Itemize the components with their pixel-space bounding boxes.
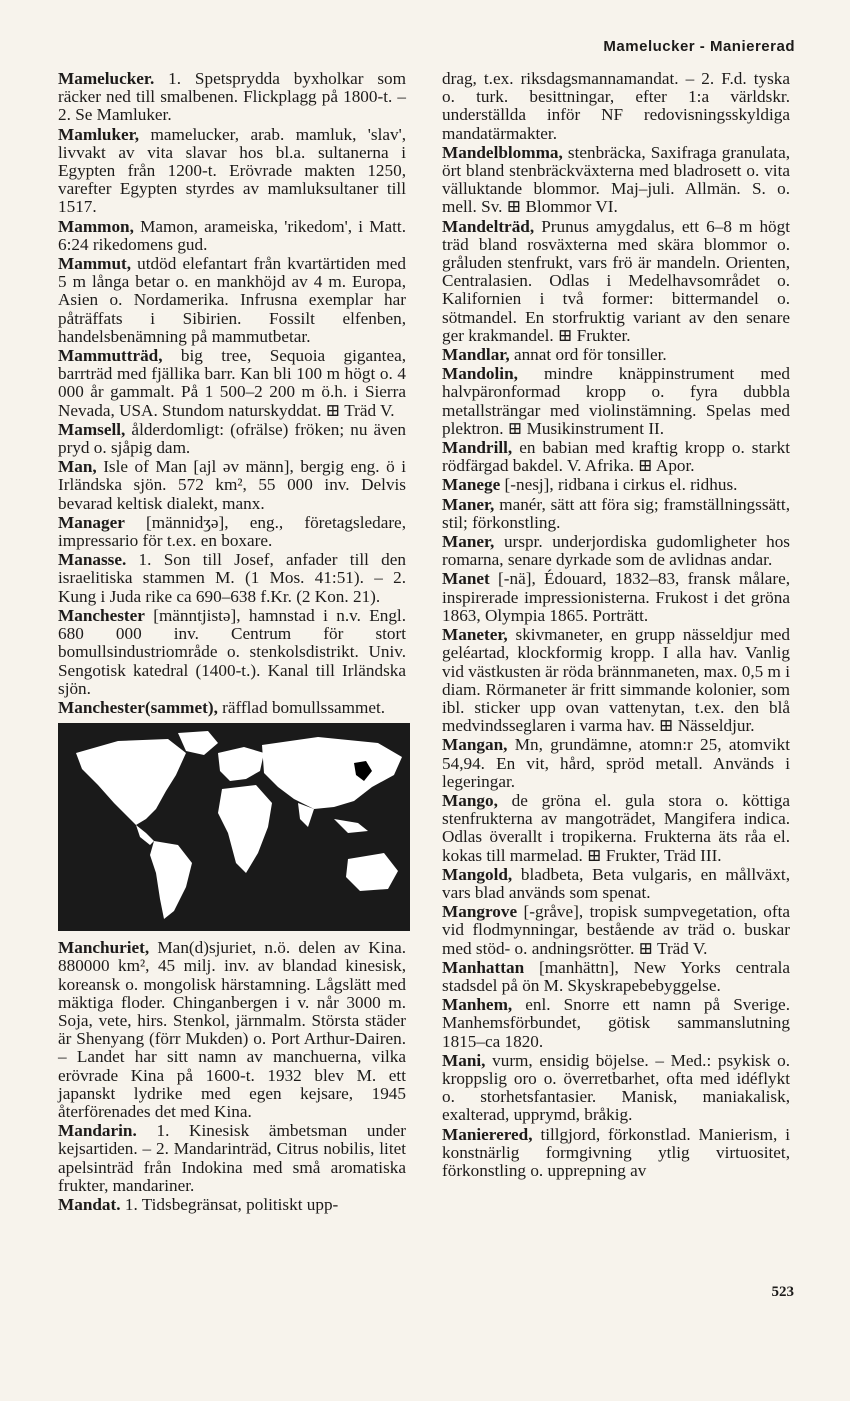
entry-mammuttrad: Mammutträd, big tree, Sequoia gigantea, barrträd med fjällika barr. Kan bli 100 m högt o. 4 000 år gammalt. På 1 500–2 200 m ö.h. i Sierra Nevada, USA. Stundom naturskyddat. ⊞ Träd V. xyxy=(58,346,406,420)
entry-manchuriet: Manchuriet, Man(d)sjuriet, n.ö. delen av Kina. 880000 km², 45 milj. inv. av blandad kinesisk, koreansk o. mongolisk härstamning. Lågslätt med mäktiga floder. Chinganbergen i v. når 3000 m. Soja, vete, hirs. Stenkol, järnmalm. Största städer är Shenyang (förr Mukden) o. Port Arthur-Dairen. – Landet har sitt namn av manchuerna, vilka erövrade Kina på 1600-t. 1932 blev M. ett japanskt lydrike med egen kejsare, 1945 återförenades det med Kina. xyxy=(58,938,406,1121)
entry-mandeltrad: Mandelträd, Prunus amygdalus, ett 6–8 m högt träd bland rosväxterna med skära blommor o. gråluden stenfrukt, vars frö är mandeln. Orienten, Centralasien. Odlas i Medelhavsområdet o. Kalifornien i två former: bittermandel o. sötmandel. En storfruktig variant av den senare ger krakmandel. ⊞ Frukter. xyxy=(442,216,790,345)
entry-mandelblomma: Mandelblomma, stenbräcka, Saxifraga granulata, ört bland stenbräckväxterna med bladrosett o. vita välluktande blommor. Maj–juli. Allmän. S. o. mell. Sv. ⊞ Blommor VI. xyxy=(442,142,790,217)
entry-mandarin: Mandarin. 1. Kinesisk ämbetsman under kejsartiden. – 2. Mandarinträd, Citrus nobilis, litet apelsinträd från Indokina med små aromatiska frukter, mandariner. xyxy=(58,1121,406,1195)
world-map-icon xyxy=(58,723,410,931)
entry-manhem: Manhem, enl. Snorre ett namn på Sverige. Manhemsförbundet, götisk sammanslutning 1815–ca 1820. xyxy=(442,995,790,1051)
entry-mandat: Mandat. 1. Tidsbegränsat, politiskt upp- xyxy=(58,1194,339,1214)
entry-mangold: Mangold, bladbeta, Beta vulgaris, en mållväxt, vars blad används som spenat. xyxy=(442,864,790,902)
entry-man: Man, Isle of Man [ajl əv männ], bergig eng. ö i Irländska sjön. 572 km², 55 000 inv. Delvis bevarad keltisk dialekt, manx. xyxy=(58,457,406,513)
page-number: 523 xyxy=(771,1284,794,1300)
entry-mangan: Mangan, Mn, grundämne, atomn:r 25, atomvikt 54,94. En vit, hård, spröd metall. Används i legeringar. xyxy=(442,735,790,791)
entry-mammut: Mammut, utdöd elefantart från kvartärtiden med 5 m långa betar o. en mankhöjd av 4 m. Europa, Asien o. Nordamerika. Infrusna exemplar har påträffats i Sibirien. Fossilt elfenben, handelsbenämning på mammutbetar. xyxy=(58,254,406,346)
entry-mamluker: Mamluker, mamelucker, arab. mamluk, 'slav', livvakt av vita slavar hos bl.a. sultanerna i Egypten från 1200-t. Erövrade makten 1250, varefter Egypten styrdes av mamluksultaner till 1517. xyxy=(58,124,406,217)
entry-mamsell: Mamsell, ålderdomligt: (ofrälse) fröken; nu även pryd o. sjåpig dam. xyxy=(58,419,406,458)
entry-mammon: Mammon, Mamon, arameiska, 'rikedom', i Matt. 6:24 rikedomens gud. xyxy=(58,216,406,254)
entry-maner-2: Maner, urspr. underjordiska gudomligheter hos romarna, senare dyrkade som de avlidnas andar. xyxy=(442,532,790,570)
entry-manasse: Manasse. 1. Son till Josef, anfader till den israelitiska stammen M. (1 Mos. 41:51). – 2. Kung i Juda rike ca 690–638 f.Kr. (2 Kon. 21). xyxy=(58,550,406,606)
entry-mangrove: Mangrove [-gråve], tropisk sumpvegetation, ofta vid flodmynningar, bestående av träd o. buskar med stöd- o. andningsrötter. ⊞ Träd V. xyxy=(442,902,790,958)
entry-manager: Manager [männidʒə], eng., företagsledare, impressario för t.ex. en boxare. xyxy=(58,512,406,551)
entry-manet: Manet [-nä], Édouard, 1832–83, fransk målare, inspirerade impressionisterna. Frukost i det gröna 1863, Olympia 1865. Porträtt. xyxy=(442,569,790,625)
entry-maner-1: Maner, manér, sätt att föra sig; framställningssätt, stil; förkonstling. xyxy=(442,494,790,532)
entry-mani: Mani, vurm, ensidig böjelse. – Med.: psykisk o. kroppslig oro o. överretbarhet, ofta med idéflykt o. storhetsfantasier. Manisk, maniakalisk, exalterad, upprymd, bråkig. xyxy=(442,1050,790,1125)
entry-mandlar: Mandlar, annat ord för tonsiller. xyxy=(442,345,667,365)
entry-maneter: Maneter, skivmaneter, en grupp nässeldjur med geléartad, klockformig kropp. I alla hav. Vanlig vid västkusten är röda brännmaneten, max. 0,5 m i diam. Rörmaneter är fritt simmande kolonier, som ibl. sticker upp ovan vattenytan, t.ex. den blå medvindsseglaren i varma hav. ⊞ Nässeldjur. xyxy=(442,625,790,736)
running-title: Mamelucker - Maniererad xyxy=(603,38,795,55)
entry-mango: Mango, de gröna el. gula stora o. köttiga stenfrukterna av mangoträdet, Mangifera indica. Odlas överallt i tropikerna. Frukterna äts råa el. kokas till marmelad. ⊞ Frukter, Träd III. xyxy=(442,790,790,865)
entry-manege: Manege [-nesj], ridbana i cirkus el. ridhus. xyxy=(442,475,738,495)
entry-mandat-cont: drag, t.ex. riksdagsmannamandat. – 2. F.d. tyska o. turk. besittningar, efter 1:a världskr. underställda inför NF redovisningsskyldiga mandatärmakter. xyxy=(442,69,790,143)
entry-mandrill: Mandrill, en babian med kraftig kropp o. starkt rödfärgad bakdel. V. Afrika. ⊞ Apor. xyxy=(442,438,790,476)
entry-mandolin: Mandolin, mindre knäppinstrument med halvpäronformad kropp o. fyra dubbla metallsträngar med violinstämning. Spelas med plektron. ⊞ Musikinstrument II. xyxy=(442,364,790,438)
right-column xyxy=(442,70,790,1181)
entry-mamelucker: Mamelucker. 1. Spetsprydda byxholkar som räcker ned till smalbenen. Flickplagg på 1800-t. – 2. Se Mamluker. xyxy=(58,69,406,125)
entry-manierered: Manierered, tillgjord, förkonstlad. Manierism, i konstnärlig formgivning ytlig virtuositet, förkonstling o. upprepning av xyxy=(442,1124,790,1180)
entry-manchester: Manchester [männtjistə], hamnstad i n.v. Engl. 680 000 inv. Centrum för stort bomullsindustriområde o. stenkolsdistrikt. Univ. Sengotisk katedral (1400-t.). Kanal till Irländska sjön. xyxy=(58,605,406,698)
entry-manchester-sammet: Manchester(sammet), räfflad bomullssammet. xyxy=(58,697,386,717)
left-column xyxy=(58,70,406,1215)
entry-manhattan: Manhattan [manhättn], New Yorks centrala stadsdel på ön M. Skyskrapebebyggelse. xyxy=(442,957,790,995)
